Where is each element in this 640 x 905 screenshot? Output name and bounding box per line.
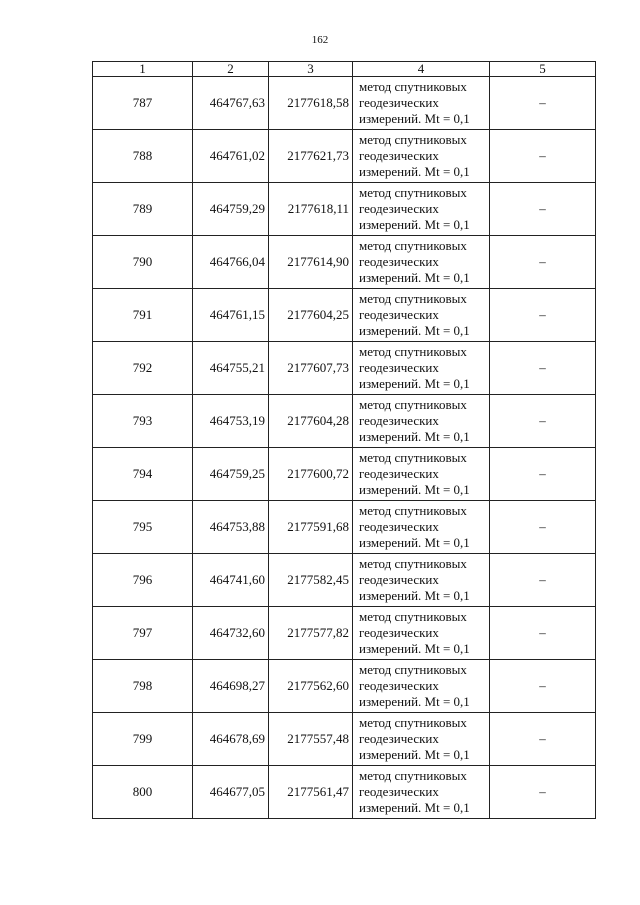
y-coordinate-cell: 2177621,73 — [269, 130, 353, 183]
point-number-cell: 799 — [93, 713, 193, 766]
method-cell — [353, 77, 490, 130]
method-cell — [353, 448, 490, 501]
y-coordinate-cell: 2177618,58 — [269, 77, 353, 130]
y-coordinate-cell: 2177577,82 — [269, 607, 353, 660]
table-row — [93, 766, 596, 819]
note-cell: – — [490, 501, 596, 554]
method-text-line: геодезических — [359, 95, 439, 110]
note-cell: – — [490, 713, 596, 766]
x-coordinate-cell: 464766,04 — [193, 236, 269, 289]
header-col-1: 1 — [93, 62, 193, 77]
table-row — [93, 289, 596, 342]
point-number-cell: 795 — [93, 501, 193, 554]
method-text-line: геодезических — [359, 784, 439, 799]
method-text-line: измерений. Mt = 0,1 — [359, 323, 470, 338]
method-text-line: геодезических — [359, 148, 439, 163]
method-text-line: метод спутниковых — [359, 503, 467, 518]
header-col-2: 2 — [193, 62, 269, 77]
note-cell: – — [490, 660, 596, 713]
note-cell: – — [490, 554, 596, 607]
note-cell: – — [490, 342, 596, 395]
method-text-line: геодезических — [359, 678, 439, 693]
note-cell: – — [490, 183, 596, 236]
method-text-line: метод спутниковых — [359, 397, 467, 412]
method-cell — [353, 236, 490, 289]
method-text-line: метод спутниковых — [359, 79, 467, 94]
point-number-cell: 788 — [93, 130, 193, 183]
x-coordinate-cell: 464759,25 — [193, 448, 269, 501]
method-text-line: геодезических — [359, 201, 439, 216]
method-text-line: измерений. Mt = 0,1 — [359, 535, 470, 550]
x-coordinate-cell: 464761,15 — [193, 289, 269, 342]
method-cell — [353, 395, 490, 448]
y-coordinate-cell: 2177614,90 — [269, 236, 353, 289]
note-cell: – — [490, 448, 596, 501]
method-text-line: геодезических — [359, 360, 439, 375]
method-text-line: метод спутниковых — [359, 185, 467, 200]
method-text-line: геодезических — [359, 572, 439, 587]
method-cell — [353, 660, 490, 713]
method-text-line: измерений. Mt = 0,1 — [359, 164, 470, 179]
note-cell: – — [490, 766, 596, 819]
header-col-4: 4 — [353, 62, 490, 77]
point-number-cell: 794 — [93, 448, 193, 501]
y-coordinate-cell: 2177557,48 — [269, 713, 353, 766]
point-number-cell: 792 — [93, 342, 193, 395]
coordinates-table — [92, 61, 596, 819]
method-text-line: метод спутниковых — [359, 768, 467, 783]
method-text-line: метод спутниковых — [359, 344, 467, 359]
table-header — [93, 62, 596, 77]
header-col-5: 5 — [490, 62, 596, 77]
method-text-line: метод спутниковых — [359, 609, 467, 624]
table-row — [93, 236, 596, 289]
method-cell — [353, 183, 490, 236]
y-coordinate-cell: 2177561,47 — [269, 766, 353, 819]
y-coordinate-cell: 2177582,45 — [269, 554, 353, 607]
point-number-cell: 800 — [93, 766, 193, 819]
y-coordinate-cell: 2177618,11 — [269, 183, 353, 236]
method-text-line: метод спутниковых — [359, 291, 467, 306]
method-text-line: метод спутниковых — [359, 662, 467, 677]
point-number-cell: 791 — [93, 289, 193, 342]
method-cell — [353, 554, 490, 607]
y-coordinate-cell: 2177604,25 — [269, 289, 353, 342]
method-cell — [353, 501, 490, 554]
table-row — [93, 501, 596, 554]
table-body — [93, 77, 596, 819]
header-col-3: 3 — [269, 62, 353, 77]
point-number-cell: 798 — [93, 660, 193, 713]
table-row — [93, 607, 596, 660]
table-row — [93, 342, 596, 395]
x-coordinate-cell: 464753,88 — [193, 501, 269, 554]
table-row — [93, 183, 596, 236]
x-coordinate-cell: 464753,19 — [193, 395, 269, 448]
x-coordinate-cell: 464759,29 — [193, 183, 269, 236]
method-text-line: измерений. Mt = 0,1 — [359, 800, 470, 815]
point-number-cell: 797 — [93, 607, 193, 660]
method-cell — [353, 130, 490, 183]
method-cell — [353, 607, 490, 660]
note-cell: – — [490, 236, 596, 289]
method-text-line: метод спутниковых — [359, 556, 467, 571]
point-number-cell: 789 — [93, 183, 193, 236]
method-text-line: метод спутниковых — [359, 715, 467, 730]
method-text-line: измерений. Mt = 0,1 — [359, 641, 470, 656]
x-coordinate-cell: 464755,21 — [193, 342, 269, 395]
point-number-cell: 793 — [93, 395, 193, 448]
x-coordinate-cell: 464698,27 — [193, 660, 269, 713]
method-text-line: геодезических — [359, 413, 439, 428]
x-coordinate-cell: 464761,02 — [193, 130, 269, 183]
method-text-line: метод спутниковых — [359, 132, 467, 147]
page-number: 162 — [311, 34, 329, 46]
point-number-cell: 796 — [93, 554, 193, 607]
table-row — [93, 395, 596, 448]
method-text-line: измерений. Mt = 0,1 — [359, 217, 470, 232]
method-text-line: измерений. Mt = 0,1 — [359, 747, 470, 762]
point-number-cell: 790 — [93, 236, 193, 289]
y-coordinate-cell: 2177562,60 — [269, 660, 353, 713]
table-row — [93, 554, 596, 607]
method-text-line: измерений. Mt = 0,1 — [359, 482, 470, 497]
method-text-line: геодезических — [359, 731, 439, 746]
method-text-line: метод спутниковых — [359, 238, 467, 253]
method-text-line: метод спутниковых — [359, 450, 467, 465]
note-cell: – — [490, 289, 596, 342]
method-text-line: измерений. Mt = 0,1 — [359, 376, 470, 391]
method-text-line: измерений. Mt = 0,1 — [359, 270, 470, 285]
y-coordinate-cell: 2177604,28 — [269, 395, 353, 448]
y-coordinate-cell: 2177607,73 — [269, 342, 353, 395]
method-cell — [353, 713, 490, 766]
method-text-line: геодезических — [359, 625, 439, 640]
x-coordinate-cell: 464677,05 — [193, 766, 269, 819]
table-row — [93, 448, 596, 501]
note-cell: – — [490, 607, 596, 660]
method-text-line: измерений. Mt = 0,1 — [359, 588, 470, 603]
point-number-cell: 787 — [93, 77, 193, 130]
table-row — [93, 130, 596, 183]
method-cell — [353, 342, 490, 395]
note-cell: – — [490, 395, 596, 448]
method-text-line: геодезических — [359, 519, 439, 534]
table-row — [93, 713, 596, 766]
method-text-line: измерений. Mt = 0,1 — [359, 111, 470, 126]
method-text-line: измерений. Mt = 0,1 — [359, 429, 470, 444]
method-text-line: геодезических — [359, 466, 439, 481]
x-coordinate-cell: 464732,60 — [193, 607, 269, 660]
method-cell — [353, 766, 490, 819]
method-cell — [353, 289, 490, 342]
x-coordinate-cell: 464767,63 — [193, 77, 269, 130]
y-coordinate-cell: 2177591,68 — [269, 501, 353, 554]
y-coordinate-cell: 2177600,72 — [269, 448, 353, 501]
note-cell: – — [490, 77, 596, 130]
header-row — [93, 62, 596, 77]
x-coordinate-cell: 464741,60 — [193, 554, 269, 607]
method-text-line: геодезических — [359, 307, 439, 322]
method-text-line: геодезических — [359, 254, 439, 269]
method-text-line: измерений. Mt = 0,1 — [359, 694, 470, 709]
table-row — [93, 77, 596, 130]
table-row — [93, 660, 596, 713]
x-coordinate-cell: 464678,69 — [193, 713, 269, 766]
note-cell: – — [490, 130, 596, 183]
